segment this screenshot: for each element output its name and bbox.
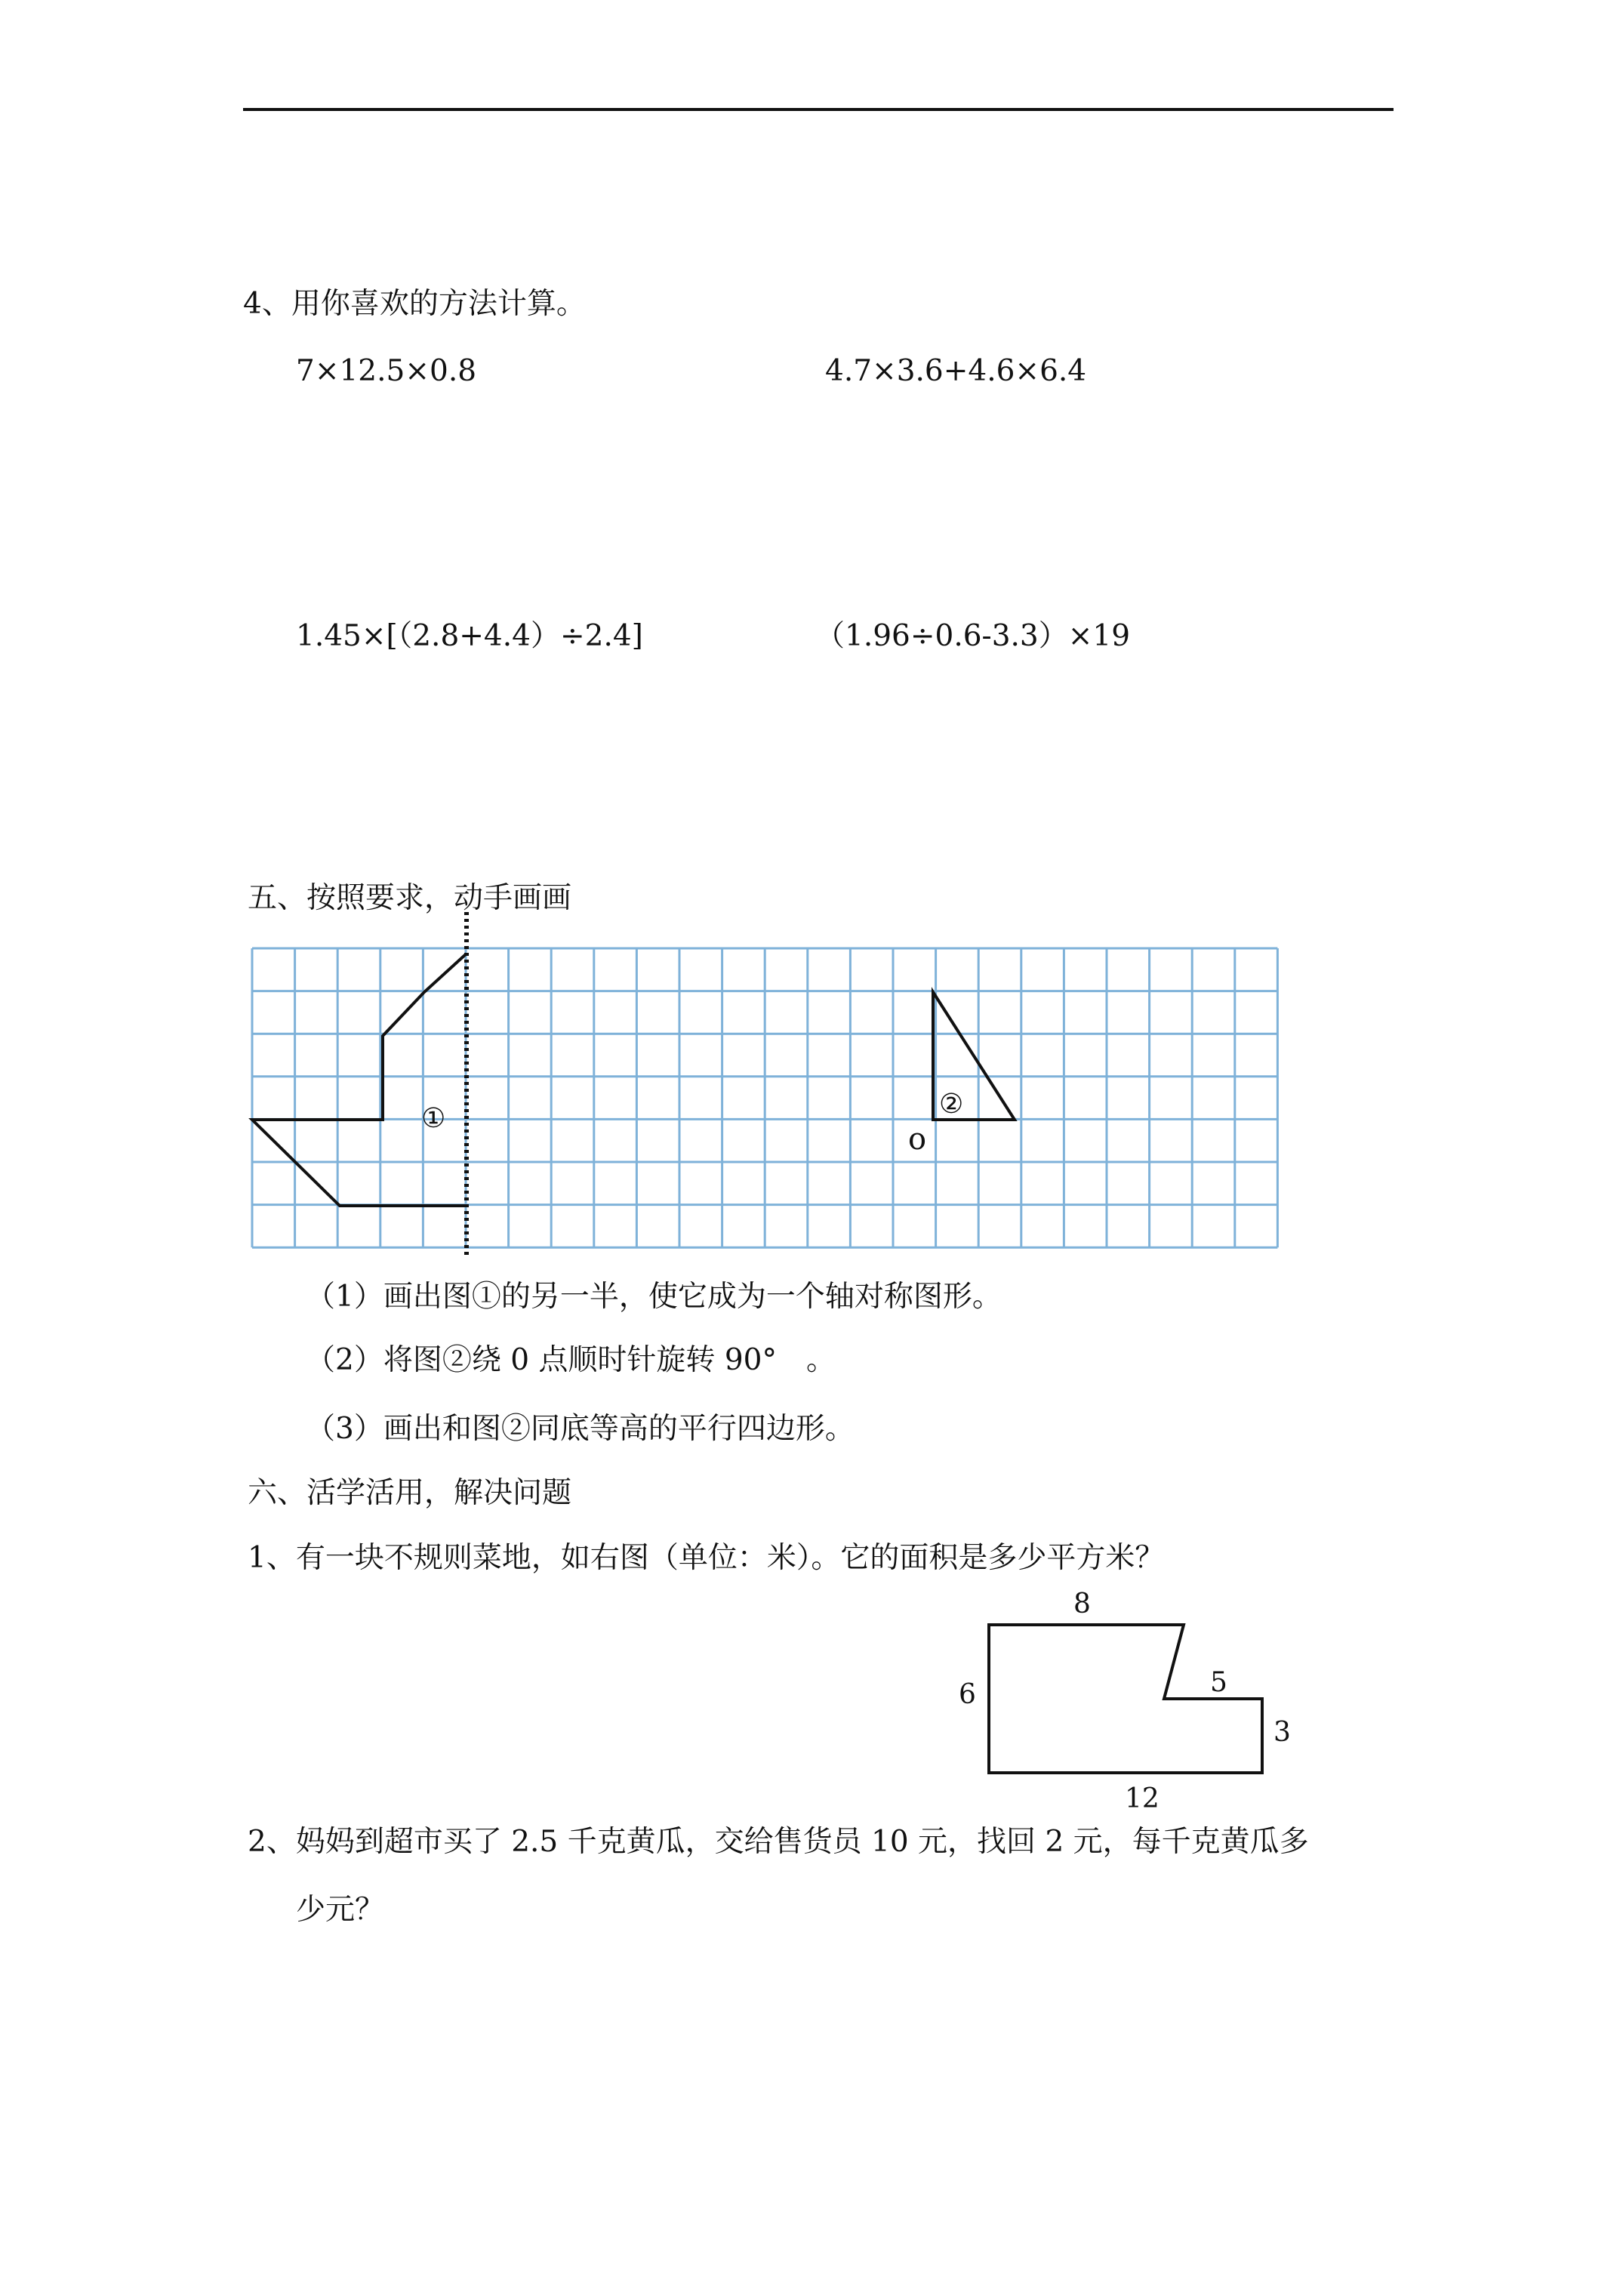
task-3: （3）画出和图②同底等高的平行四边形。	[306, 1412, 855, 1446]
section4-title: 4、用你喜欢的方法计算。	[243, 287, 586, 321]
pivot-point-label: o	[908, 1122, 927, 1157]
section5-title: 五、按照要求，动手画画	[248, 881, 572, 915]
field-label-right: 3	[1273, 1717, 1291, 1748]
question-1: 1、有一块不规则菜地，如右图（单位：米）。它的面积是多少平方米？	[248, 1541, 1165, 1575]
shape-2-label: ②	[939, 1089, 964, 1120]
section6-title: 六、活学活用，解决问题	[248, 1476, 572, 1510]
field-label-notch: 5	[1210, 1667, 1227, 1698]
question-2-line2: 少元？	[296, 1893, 385, 1927]
problem-1: 7×12.5×0.8	[296, 354, 477, 388]
task-1: （1）画出图①的另一半，使它成为一个轴对称图形。	[306, 1280, 1002, 1314]
task-2: （2）将图②绕 0 点顺时针旋转 90° 。	[306, 1343, 836, 1377]
problem-3: 1.45×[（2.8+4.4）÷2.4]	[296, 619, 643, 653]
question-2-line1: 2、妈妈到超市买了 2.5 千克黄瓜，交给售货员 10 元，找回 2 元，每千克黄瓜多	[248, 1825, 1309, 1859]
problem-2: 4.7×3.6+4.6×6.4	[825, 354, 1087, 388]
square-grid	[252, 948, 1277, 1247]
field-label-bottom: 12	[1125, 1783, 1160, 1814]
field-figure	[989, 1625, 1262, 1773]
field-label-top: 8	[1073, 1589, 1091, 1620]
shape-1-label: ①	[421, 1103, 446, 1134]
problem-4: （1.96÷0.6-3.3）×19	[815, 619, 1131, 653]
field-label-left: 6	[959, 1679, 976, 1710]
